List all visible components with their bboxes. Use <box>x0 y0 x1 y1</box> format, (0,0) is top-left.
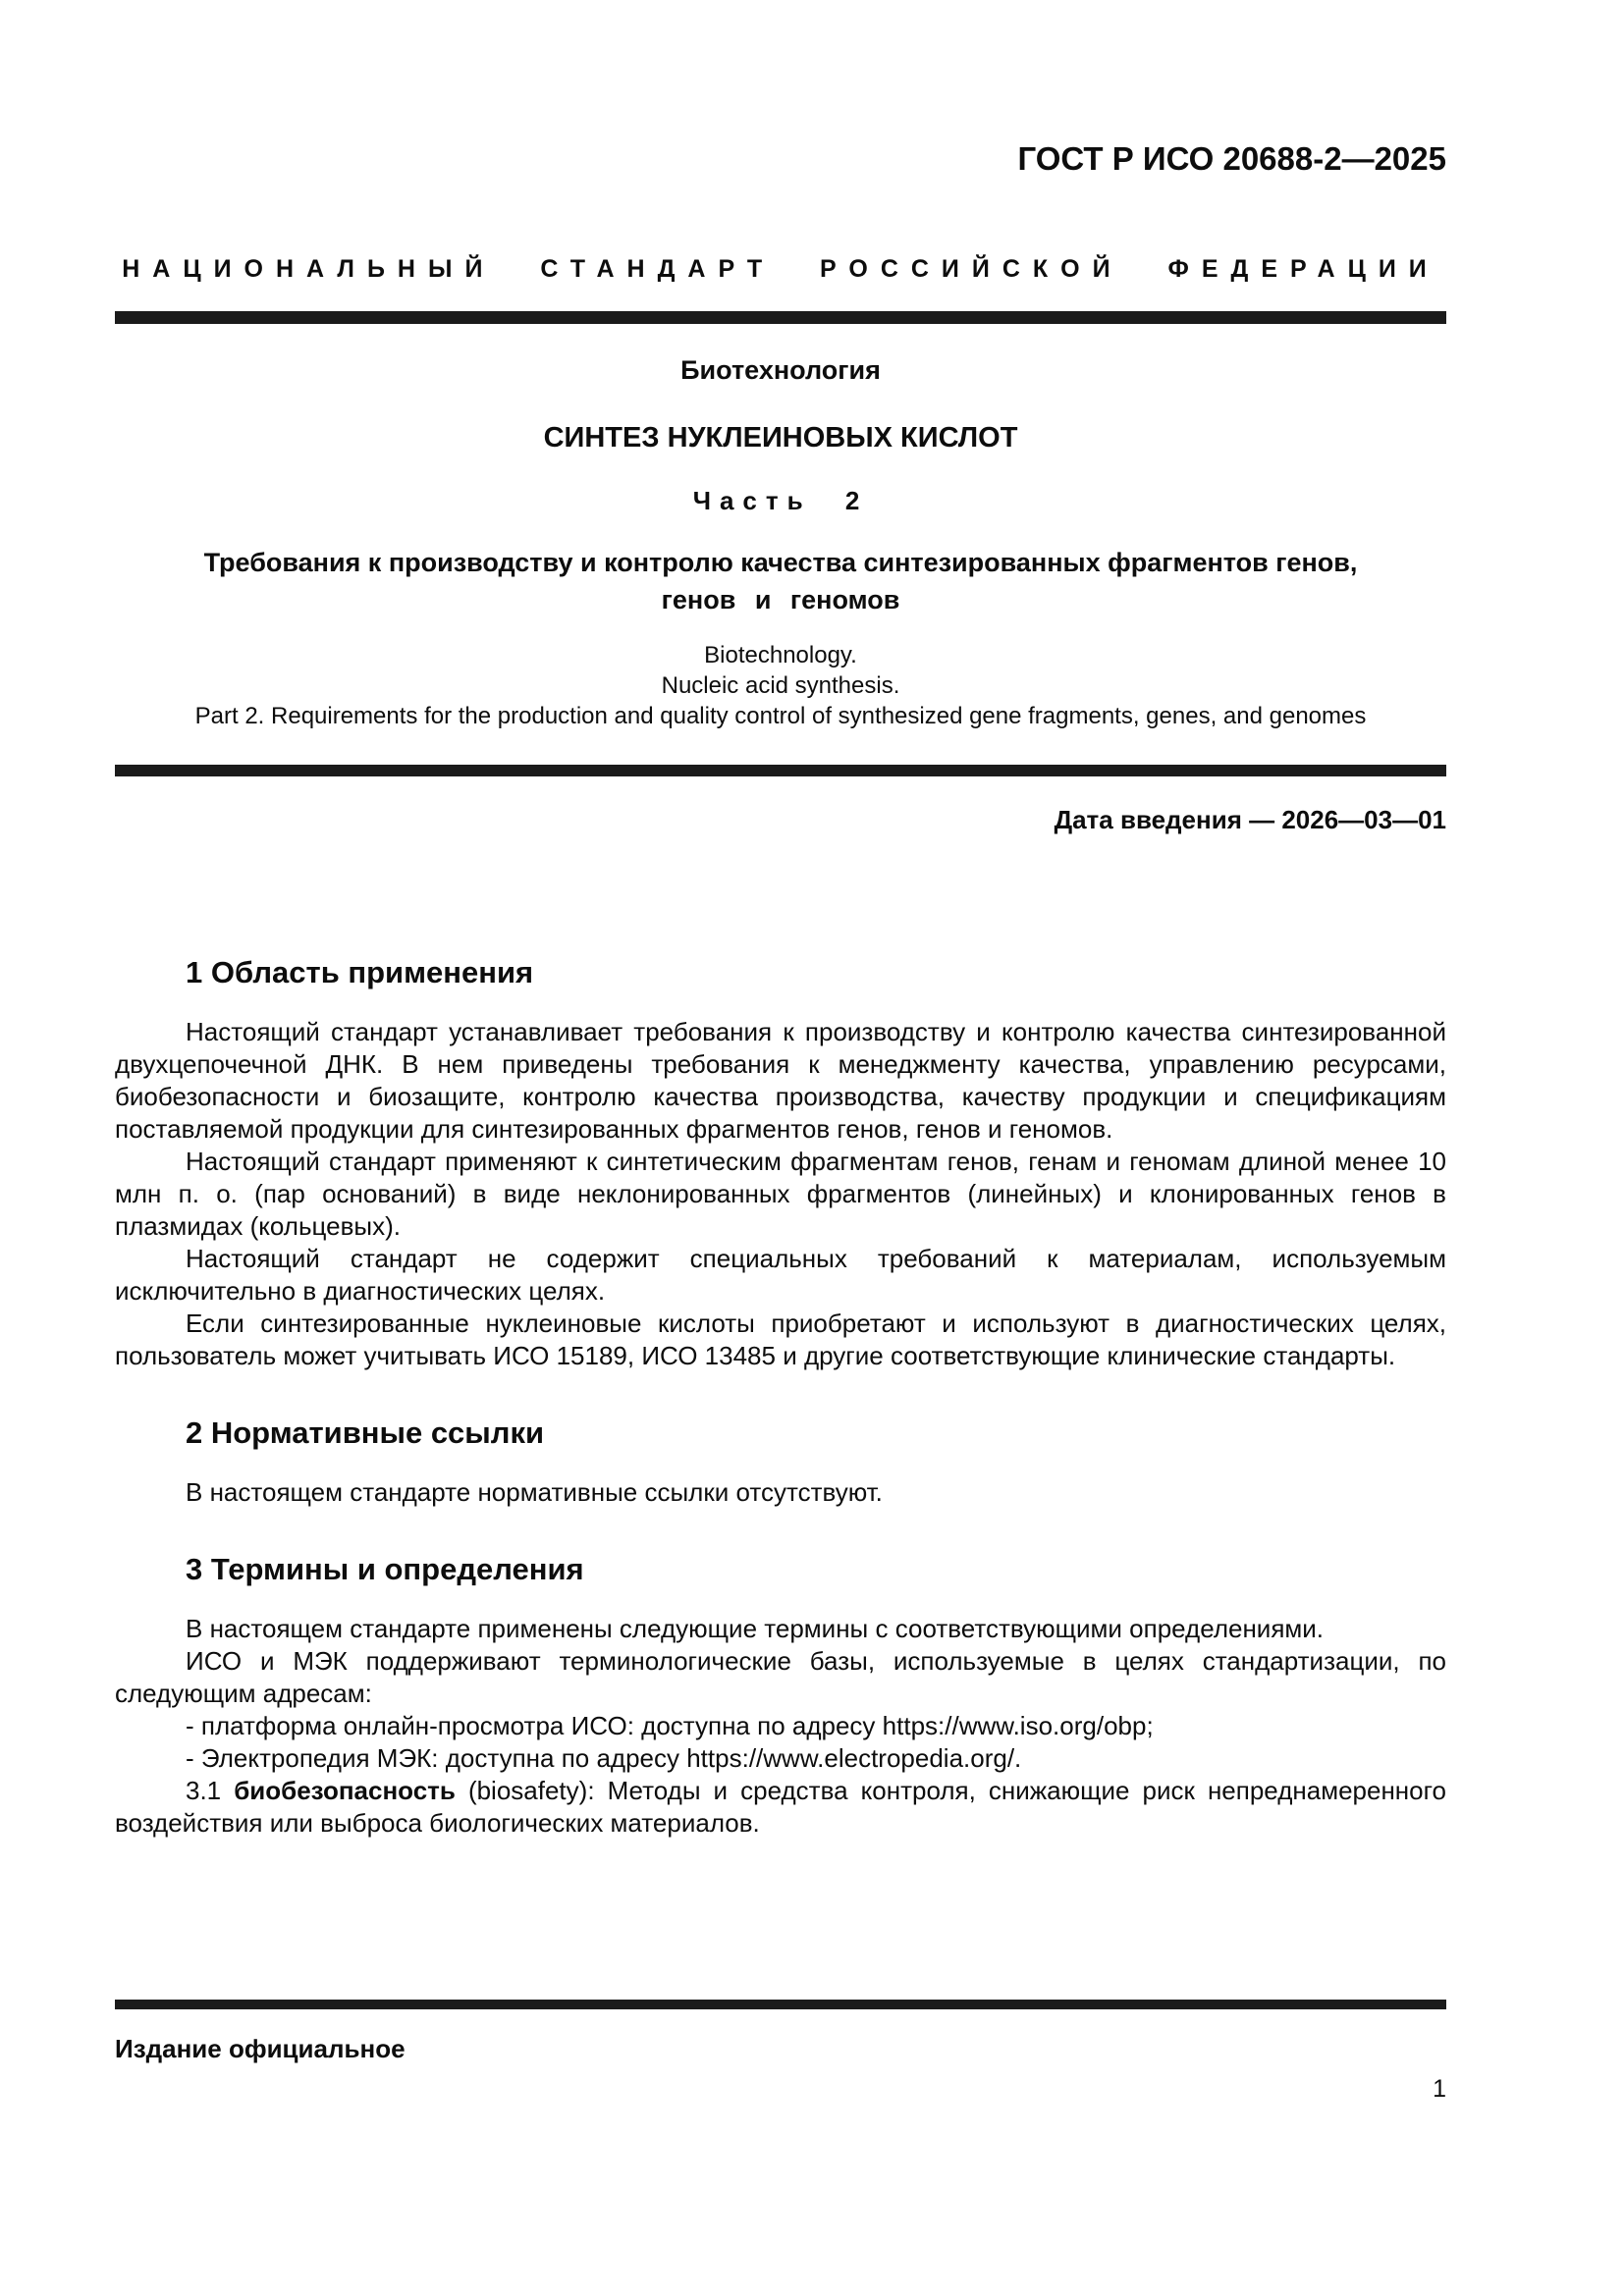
main-title: СИНТЕЗ НУКЛЕИНОВЫХ КИСЛОТ <box>543 422 1018 454</box>
term-definition-text: (biosafety): Методы и средства контроля, снижающие риск непреднамеренного воздействия или выброса биологических материалов. <box>115 1776 1446 1838</box>
section-references <box>115 1414 1446 1509</box>
title-block <box>115 353 1446 731</box>
title-english <box>115 640 1446 731</box>
subtitle-ru <box>115 544 1446 618</box>
scope-paragraph: Если синтезированные нуклеиновые кислоты приобретают и используют в диагностических целях, пользователь может учитывать ИСО 15189, ИСО 13485 и другие соответствующие клинические стандарты. <box>115 1308 1446 1370</box>
part-label: Часть 2 <box>692 486 869 515</box>
scope-paragraph: Настоящий стандарт не содержит специальных требований к материалам, используемым исключительно в диагностических целях. <box>115 1244 1446 1306</box>
terms-paragraph: ИСО и МЭК поддерживают терминологические базы, используемые в целях стандартизации, по следующим адресам: <box>115 1646 1446 1708</box>
term-number: 3.1 <box>186 1776 222 1805</box>
page-footer <box>115 2000 1446 2104</box>
section-heading-2: 2 Нормативные ссылки <box>186 1415 545 1450</box>
national-standard-banner: НАЦИОНАЛЬНЫЙ СТАНДАРТ РОССИЙСКОЙ ФЕДЕРАЦИИ <box>122 255 1439 283</box>
title-en-line-1: Biotechnology. <box>704 642 857 668</box>
section-scope <box>115 953 1446 1372</box>
title-en-line-2: Nucleic acid synthesis. <box>661 672 900 699</box>
subject-title: Биотехнология <box>680 355 881 385</box>
subtitle-line-2: генов и геномов <box>661 585 900 614</box>
title-en-line-3: Part 2. Requirements for the production and quality control of synthesized gene fragments, genes, and genomes <box>194 703 1367 729</box>
section-terms <box>115 1550 1446 1840</box>
edition-note: Издание официальное <box>115 2034 406 2063</box>
divider-bar-bottom <box>115 2000 1446 2009</box>
terms-list-item: - Электропедия МЭК: доступна по адресу https://www.electropedia.org/. <box>186 1743 1022 1773</box>
term-word: биобезопасность <box>234 1776 456 1805</box>
effective-date: Дата введения — 2026—03—01 <box>1054 805 1446 834</box>
references-paragraph: В настоящем стандарте нормативные ссылки отсутствуют. <box>186 1477 883 1507</box>
doc-code: ГОСТ Р ИСО 20688-2—2025 <box>1017 140 1446 177</box>
section-heading-1: 1 Область применения <box>186 955 534 989</box>
term-definition <box>115 1775 1446 1840</box>
subtitle-line-1: Требования к производству и контролю качества синтезированных фрагментов генов, <box>203 548 1358 577</box>
divider-bar-top <box>115 311 1446 324</box>
page-number: 1 <box>1433 2075 1446 2103</box>
terms-list-item: - платформа онлайн-просмотра ИСО: доступна по адресу https://www.iso.org/obp; <box>186 1711 1154 1740</box>
terms-paragraph: В настоящем стандарте применены следующие термины с соответствующими определениями. <box>186 1614 1325 1643</box>
scope-paragraph: Настоящий стандарт применяют к синтетическим фрагментам генов, генам и геномам длиной менее 10 млн п. о. (пар оснований) в виде неклонированных фрагментов (линейных) и клонированных генов в плазмидах (кольцевых). <box>115 1147 1446 1241</box>
scope-paragraph: Настоящий стандарт устанавливает требования к производству и контролю качества синтезированной двухцепочечной ДНК. В нем приведены требования к менеджменту качества, управлению ресурсами, биобезопасности и биозащите, контролю качества производства, качеству продукции и спецификациям поставляемой продукции для синтезированных фрагментов генов, генов и геномов. <box>115 1017 1446 1144</box>
divider-bar-middle <box>115 765 1446 776</box>
section-heading-3: 3 Термины и определения <box>186 1552 584 1586</box>
